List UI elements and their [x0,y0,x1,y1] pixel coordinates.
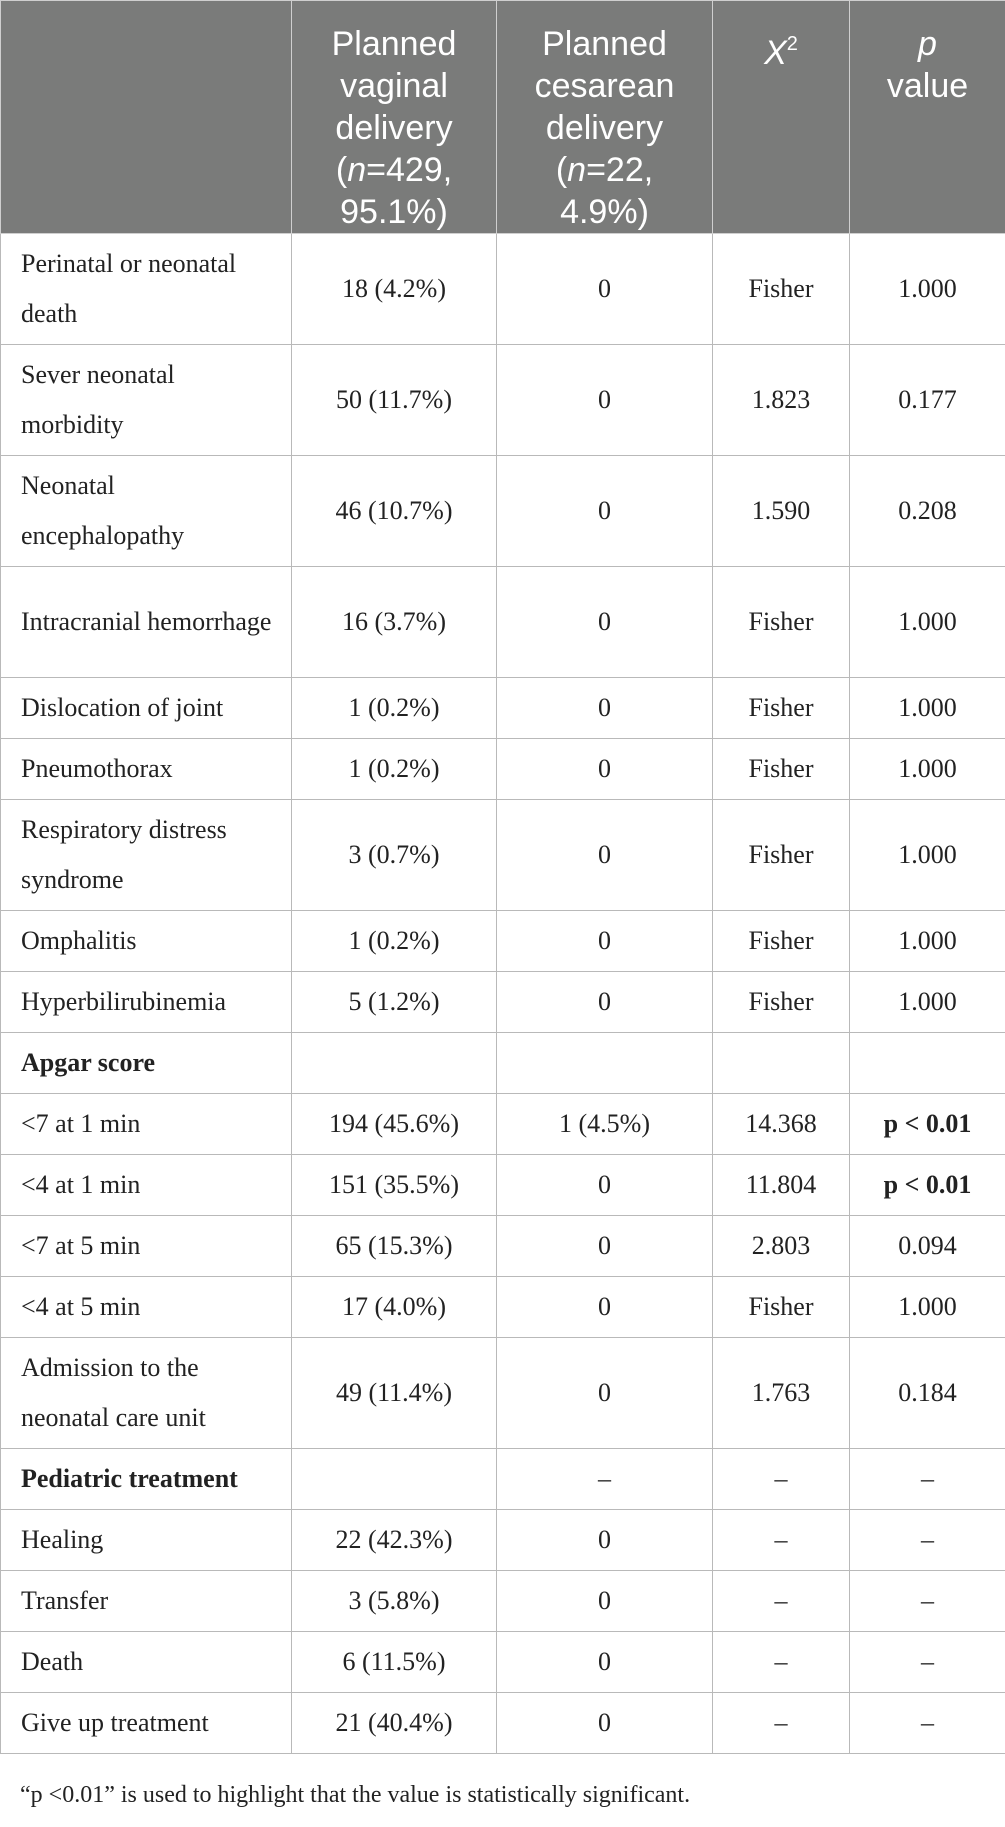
table-row [1,800,1005,911]
section-row-pediatric [1,1449,1005,1510]
vaginal-value: 65 (15.3%) [292,1216,497,1277]
row-label: Admission to the neonatal care unit [1,1338,292,1449]
header-row [1,1,1005,234]
p-value: 1.000 [850,678,1005,739]
x2-value: Fisher [713,911,850,972]
vaginal-value: 18 (4.2%) [292,234,497,345]
p-value: 0.094 [850,1216,1005,1277]
cesarean-value: 0 [497,345,713,456]
x2-value: Fisher [713,1277,850,1338]
vaginal-value: 21 (40.4%) [292,1693,497,1754]
section-row-apgar [1,1033,1005,1094]
row-label: Dislocation of joint [1,678,292,739]
x2-value: – [713,1632,850,1693]
p-value: 1.000 [850,234,1005,345]
vaginal-value [292,1033,497,1094]
header-planned-cesarean: Planned cesarean delivery (n=22, 4.9%) [497,1,713,234]
table-row [1,1632,1005,1693]
row-label: Pneumothorax [1,739,292,800]
x2-value: 11.804 [713,1155,850,1216]
table-row [1,567,1005,678]
cesarean-value: 0 [497,1155,713,1216]
cesarean-value: 0 [497,911,713,972]
p-value: – [850,1632,1005,1693]
p-value-significant: p < 0.01 [850,1155,1005,1216]
cesarean-value: 0 [497,1632,713,1693]
p-value: 1.000 [850,1277,1005,1338]
vaginal-value: 22 (42.3%) [292,1510,497,1571]
table-row [1,1277,1005,1338]
vaginal-value: 3 (0.7%) [292,800,497,911]
x2-value: Fisher [713,739,850,800]
table-row [1,1510,1005,1571]
cesarean-value: 0 [497,1510,713,1571]
row-label: Intracranial hemorrhage [1,567,292,678]
x2-value: Fisher [713,567,850,678]
vaginal-value: 1 (0.2%) [292,678,497,739]
vaginal-value [292,1449,497,1510]
p-value: 0.208 [850,456,1005,567]
table-row [1,1094,1005,1155]
row-label: Perinatal or neonatal death [1,234,292,345]
header-p-value: p value [850,1,1005,234]
vaginal-value: 3 (5.8%) [292,1571,497,1632]
section-label: Apgar score [1,1033,292,1094]
x2-value: – [713,1449,850,1510]
x2-value: 1.823 [713,345,850,456]
x2-value: 2.803 [713,1216,850,1277]
table-row [1,1571,1005,1632]
vaginal-value: 1 (0.2%) [292,911,497,972]
row-label: <4 at 5 min [1,1277,292,1338]
table-row [1,1155,1005,1216]
row-label: Respiratory distress syndrome [1,800,292,911]
table-row [1,234,1005,345]
vaginal-value: 17 (4.0%) [292,1277,497,1338]
p-value: – [850,1571,1005,1632]
p-value-significant: p < 0.01 [850,1094,1005,1155]
table-row [1,345,1005,456]
p-value: 1.000 [850,972,1005,1033]
header-empty-cell [1,1,292,234]
p-value: 1.000 [850,911,1005,972]
table-row [1,456,1005,567]
header-planned-vaginal: Planned vaginal delivery (n=429, 95.1%) [292,1,497,234]
cesarean-value: – [497,1449,713,1510]
vaginal-value: 151 (35.5%) [292,1155,497,1216]
row-label: <4 at 1 min [1,1155,292,1216]
row-label: Omphalitis [1,911,292,972]
p-value: 1.000 [850,800,1005,911]
x2-value [713,1033,850,1094]
cesarean-value: 0 [497,567,713,678]
p-value: 1.000 [850,739,1005,800]
cesarean-value: 0 [497,456,713,567]
cesarean-value: 1 (4.5%) [497,1094,713,1155]
x2-value: 1.590 [713,456,850,567]
row-label: Neonatal encephalopathy [1,456,292,567]
row-label: Transfer [1,1571,292,1632]
cesarean-value: 0 [497,1693,713,1754]
p-value: – [850,1449,1005,1510]
vaginal-value: 1 (0.2%) [292,739,497,800]
x2-value: Fisher [713,800,850,911]
row-label: <7 at 5 min [1,1216,292,1277]
header-x2: $X^2$ [713,1,850,234]
table-row [1,678,1005,739]
cesarean-value: 0 [497,234,713,345]
table-row [1,1693,1005,1754]
cesarean-value: 0 [497,800,713,911]
cesarean-value: 0 [497,1216,713,1277]
x2-value: 14.368 [713,1094,850,1155]
p-value: – [850,1510,1005,1571]
row-label: Healing [1,1510,292,1571]
vaginal-value: 5 (1.2%) [292,972,497,1033]
cesarean-value: 0 [497,739,713,800]
table-row [1,972,1005,1033]
row-label: Death [1,1632,292,1693]
table-row [1,739,1005,800]
row-label: Give up treatment [1,1693,292,1754]
cesarean-value [497,1033,713,1094]
cesarean-value: 0 [497,678,713,739]
p-value [850,1033,1005,1094]
x2-value: 1.763 [713,1338,850,1449]
p-value: 0.177 [850,345,1005,456]
cesarean-value: 0 [497,1571,713,1632]
cesarean-value: 0 [497,1277,713,1338]
x2-value: Fisher [713,972,850,1033]
row-label: <7 at 1 min [1,1094,292,1155]
x2-value: – [713,1693,850,1754]
table-row [1,1338,1005,1449]
x2-value: Fisher [713,678,850,739]
section-label: Pediatric treatment [1,1449,292,1510]
x2-value: Fisher [713,234,850,345]
x2-value: – [713,1510,850,1571]
table-row [1,1216,1005,1277]
p-value: – [850,1693,1005,1754]
vaginal-value: 6 (11.5%) [292,1632,497,1693]
row-label: Sever neonatal morbidity [1,345,292,456]
x2-value: – [713,1571,850,1632]
p-value: 0.184 [850,1338,1005,1449]
vaginal-value: 194 (45.6%) [292,1094,497,1155]
p-value: 1.000 [850,567,1005,678]
vaginal-value: 46 (10.7%) [292,456,497,567]
row-label: Hyperbilirubinemia [1,972,292,1033]
table-row [1,911,1005,972]
vaginal-value: 16 (3.7%) [292,567,497,678]
vaginal-value: 49 (11.4%) [292,1338,497,1449]
table-footnote: “p <0.01” is used to highlight that the value is statistically significant. [20,1782,691,1808]
cesarean-value: 0 [497,972,713,1033]
cesarean-value: 0 [497,1338,713,1449]
vaginal-value: 50 (11.7%) [292,345,497,456]
